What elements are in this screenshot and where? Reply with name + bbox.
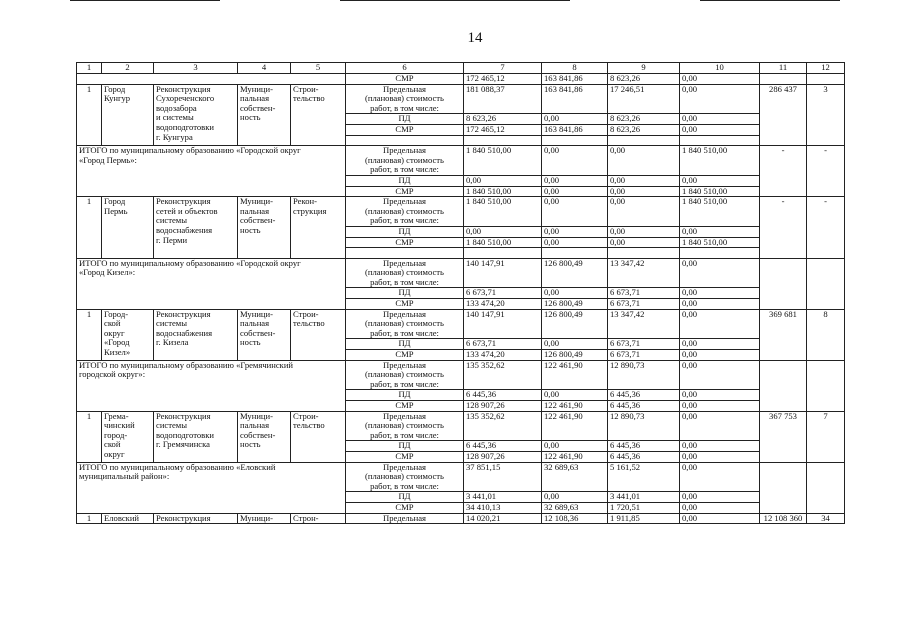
col-header: 12 [807,63,845,74]
financing-table: 1 2 3 4 5 6 7 8 9 10 11 12 СМР 172 465,12 163 841,86 8 623,26 0,00 1 Город Кунгур Реконструкция Сухореченского водозабора и системы водоподготовки г. Кунгура Муници- пальная собствен- ность Строи- тельство Предельная (плановая) стоимость работ, в том числе: 181 088,37 163 841,86 17 246,51 0,00 286 437 3 ПД 8 623,26 0,00 8 623,26 0,00 СМР 172 465,12 163 841,86 8 623,26 0,00 ИТОГО по муниципальному образованию «Городской округ «Город Пермь»: Предельная (плановая) стоимость работ, в том числе: 1 840 510,00 0,00 0,00 1 840 510,00 - - ПД 0,00 0,00 0,00 0,00 СМР 1 840 510,00 0,00 0,00 1 840 510,00 1 Город Пермь Реконструкция сетей и объектов системы водоснабжения г. Перми Муници- пальная собствен- ность Рекон- струкция Предельная (плановая) стоимость работ, в том числе: 1 840 510,00 0,00 0,00 1 840 510,00 - - ПД 0,00 0,00 0,00 0,00 СМР 1 840 510,00 0,00 0,00 1 840 510,00 ИТОГО по муниципальному образованию «Городской округ «Город Кизел»: Предельная (плановая) стоимость работ, в том числе: 140 147,91 126 800,49 13 347,42 0,00 ПД 6 673,71 0,00 6 673,71 0,00 СМР 133 474,20 126 800,49 6 673,71 0,00 1 Город- ской округ «Город Кизел» Реконструкция системы водоснабжения г. Кизела Муници- пальная собствен- ность Строи- тельство Предельная (плановая) стоимость работ, в том числе: 140 147,91 126 800,49 13 347,42 0,00 369 681 8 ПД 6 673,71 0,00 6 673,71 0,00 СМР 133 474,20 126 800,49 6 673,71 0,00 ИТОГО по муниципальному образованию «Гремячинский городской округ»: Предельная (плановая) стоимость работ, в том числе: 135 352,62 122 461,90 12 890,73 0,00 ПД 6 445,36 0,00 6 445,36 0,00 СМР 128 907,26 122 461,90 6 445,36 0,00 1 Грема- чинский город- ской округ Реконструкция системы водоподготовки г. Гремячинска Муници- пальная собствен- ность Строи- тельство Предельная (плановая) стоимость работ, в том числе: 135 352,62 122 461,90 12 890,73 0,00 367 753 7 ПД 6 445,36 0,00 6 445,36 0,00 СМР 128 907,26 122 461,90 6 445,36 0,00 ИТОГО по муниципальному образованию «Еловский муниципальный район»: Предельная (плановая) стоимость работ, в том числе: 37 851,15 32 689,63 5 161,52 0,00 ПД 3 441,01 0,00 3 441,01 0,00 СМР 34 410,13 32 689,63 1 720,51 0,00 1 Еловский Реконструкция Муници- Строн- Предельная 14 020,21 12 108,36 1 911,85 0,00 12 108 360 34 [76,62,845,524]
smr-label: СМР [346,74,464,85]
pd-row: ПД 6 445,36 0,00 6 445,36 0,00 [77,390,845,401]
col-header: 3 [154,63,238,74]
col-header: 7 [464,63,542,74]
pd-row: ПД 6 673,71 0,00 6 673,71 0,00 [77,288,845,299]
pd-row: ПД 8 623,26 0,00 8 623,26 0,00 [77,114,845,125]
col-header: 1 [77,63,102,74]
column-number-row [77,63,845,74]
col-header: 10 [680,63,760,74]
smr-row: СМР 128 907,26 122 461,90 6 445,36 0,00 [77,401,845,412]
pd-row: ПД 0,00 0,00 0,00 0,00 [77,175,845,186]
smr-row: СМР 133 474,20 126 800,49 6 673,71 0,00 [77,299,845,310]
pd-row: ПД 0,00 0,00 0,00 0,00 [77,226,845,237]
smr-row: СМР 34 410,13 32 689,63 1 720,51 0,00 [77,502,845,513]
smr-row: СМР 1 840 510,00 0,00 0,00 1 840 510,00 [77,237,845,248]
col-header: 9 [608,63,680,74]
smr-row: СМР 172 465,12 163 841,86 8 623,26 0,00 [77,124,845,135]
page-number: 14 [467,30,483,46]
smr-row: СМР 128 907,26 122 461,90 6 445,36 0,00 [77,451,845,462]
col-header: 8 [542,63,608,74]
project-row-elovsky: 1 Еловский Реконструкция Муници- Строн- Предельная 14 020,21 12 108,36 1 911,85 0,00 12 108 360 34 [77,513,845,524]
top-rule-right [700,0,840,1]
smr-row: СМР 1 840 510,00 0,00 0,00 1 840 510,00 [77,186,845,197]
top-rule-mid [340,0,570,1]
col-header: 5 [291,63,346,74]
smr-row: СМР 133 474,20 126 800,49 6 673,71 0,00 [77,350,845,361]
col-header: 11 [760,63,807,74]
pd-row: ПД 3 441,01 0,00 3 441,01 0,00 [77,492,845,503]
col-header: 4 [238,63,291,74]
pd-row: ПД 6 445,36 0,00 6 445,36 0,00 [77,441,845,452]
table-row: СМР 172 465,12 163 841,86 8 623,26 0,00 [77,74,845,85]
top-rule-left [70,0,220,1]
pd-row: ПД 6 673,71 0,00 6 673,71 0,00 [77,339,845,350]
col-header: 6 [346,63,464,74]
col-header: 2 [102,63,154,74]
